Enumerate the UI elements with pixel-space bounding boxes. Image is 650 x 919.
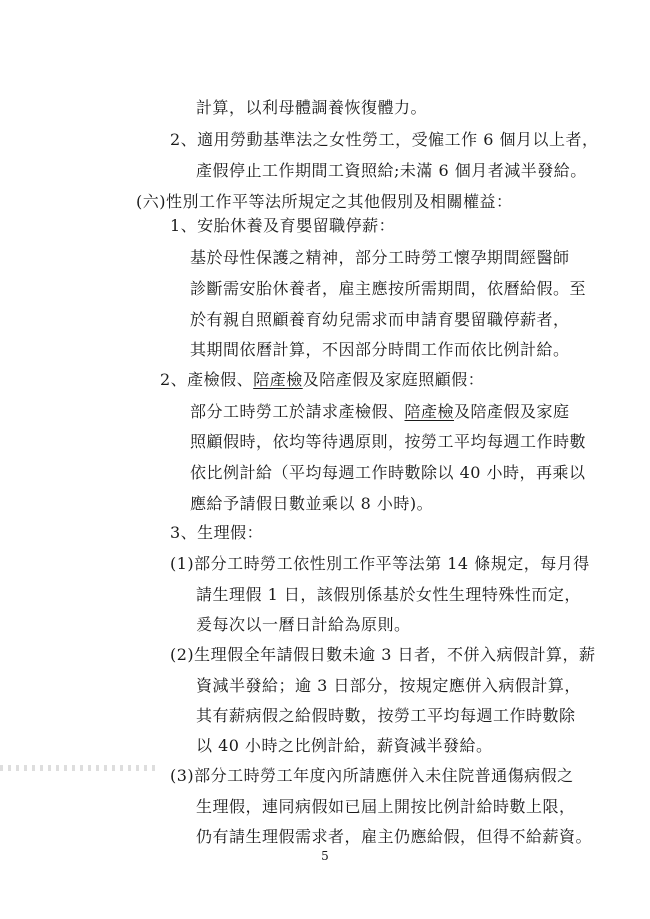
text-line: (3)部分工時勞工年度內所請應併入未住院普通傷病假之 [170,766,574,785]
text-line: 基於母性保護之精神，部分工時勞工懷孕期間經醫師 [190,248,570,267]
text-line: 其有薪病假之給假時數，按勞工平均每週工作時數除 [196,706,576,725]
text-line: (1)部分工時勞工依性別工作平等法第 14 條規定，每月得 [170,554,590,573]
text-line: 依比例計給（平均每週工作時數除以 40 小時，再乘以 [190,463,586,482]
text-line: 以 40 小時之比例計給，薪資減半發給。 [196,736,493,755]
text-line: 2、適用勞動基準法之女性勞工，受僱工作 6 個月以上者， [170,130,599,149]
text-line [190,401,570,423]
text-line: 計算，以利母體調養恢復體力。 [196,98,428,117]
text-line: 仍有請生理假需求者，雇主仍應給假，但得不給薪資。 [196,827,593,846]
text-line: 照顧假時，依均等待遇原則，按勞工平均每週工作時數 [190,432,587,451]
text-line: 於有親自照顧養育幼兒需求而申請育嬰留職停薪者， [190,310,570,329]
text-segment: 部分工時勞工於請求產檢假、 [190,402,405,421]
text-segment: 及陪產假及家庭照顧假： [302,370,485,389]
text-line: 爰每次以一曆日計給為原則。 [196,615,411,634]
text-line: 請生理假 1 日，該假別係基於女性生理特殊性而定， [196,585,581,604]
text-line: 診斷需安胎休養者，雇主應按所需期間，依曆給假。至 [190,279,587,298]
text-line: 1、安胎休養及育嬰留職停薪： [170,216,396,235]
text-line: 其期間依曆計算，不因部分時間工作而依比例計給。 [190,340,570,359]
text-segment: 2、產檢假、 [160,370,254,389]
text-line: (2)生理假全年請假日數未逾 3 日者，不併入病假計算，薪 [170,645,596,664]
scan-artifact [0,765,160,771]
text-line: 產假停止工作期間工資照給;未滿 6 個月者減半發給。 [196,161,587,180]
underlined-text: 陪產檢 [404,402,455,421]
section-heading: (六)性別工作平等法所規定之其他假別及相關權益： [136,192,513,211]
text-line: 3、生理假： [170,523,264,542]
text-line: 應給予請假日數並乘以 8 小時)。 [190,494,434,513]
text-segment: 及陪產假及家庭 [454,402,570,421]
text-line [160,369,484,391]
text-line: 生理假，連同病假如已屆上開按比例計給時數上限， [196,797,576,816]
page-number: 5 [321,849,329,863]
text-line: 資減半發給；逾 3 日部分，按規定應併入病假計算， [196,676,581,695]
underlined-text: 陪產檢 [253,370,303,389]
